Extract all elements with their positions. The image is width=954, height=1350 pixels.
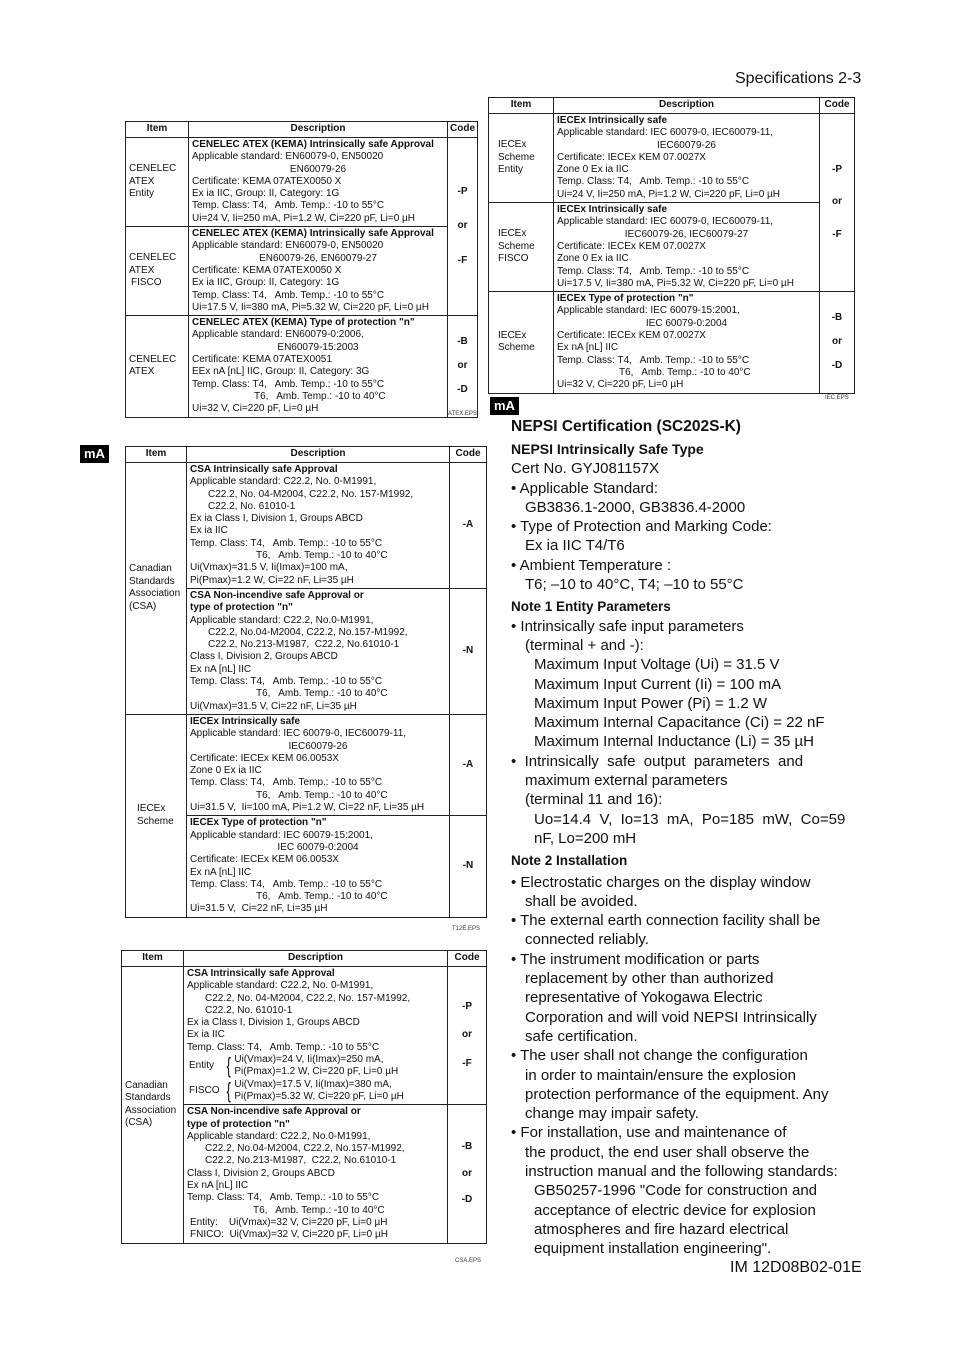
bullet-text: connected reliably. [525, 931, 649, 949]
bullet-text: shall be avoided. [525, 892, 638, 910]
description-cell: CSA Intrinsically safe Approval Applicable standard: C22.2, No. 0-M1991, C22.2, No. 04-M2004, C22.2, No. 157-M1992, C22.2, No. 61010-1 Ex ia Class I, Division 1, Groups ABCD Ex ia IIC Temp. Class: T4, Amb. Temp.: -10 to 55°C T6, Amb. Temp.: -10 to 40°C Ui(Vmax)=31.5 V, Ii(Imax)=100 mA, Pi(Pmax)=1.2 W, Ci=22 nF, Li=35 µH [187, 463, 450, 589]
bullet: • The user shall not change the configuration [511, 1047, 808, 1065]
code-cell: -P or -F [820, 114, 855, 292]
item-cell: IECEx Scheme [126, 714, 187, 917]
bullet-text: atmospheres and fire hazard electrical [534, 1220, 789, 1238]
bullet: • Intrinsically safe output parameters and [511, 752, 804, 770]
bullet-text: GB50257-1996 "Code for construction and [534, 1182, 818, 1200]
bullet: • Electrostatic charges on the display window [511, 873, 811, 891]
cert-number: Cert No. GYJ081157X [511, 460, 660, 478]
bullet-text: acceptance of electric device for explosion [534, 1201, 816, 1219]
description-cell: IECEx Intrinsically safe Applicable standard: IEC 60079-0, IEC60079-11, IEC60079-26 Certificate: IECEx KEM 06.0053X Zone 0 Ex ia IIC Temp. Class: T4, Amb. Temp.: -10 to 55°C T6, Amb. Temp.: -10 to 40°C Ui=31.5 V, Ii=100 mA, Pi=1.2 W, Ci=22 nF, Li=35 µH [187, 714, 450, 815]
code-cell: -N [450, 816, 487, 917]
bullet: • Ambient Temperature : [511, 556, 672, 574]
bullet-text: safe certification. [525, 1027, 638, 1045]
bullet-text: protection performance of the equipment. Any [525, 1085, 829, 1103]
eps-label: T12E.EPS [452, 926, 481, 932]
ma-tag: mA [490, 397, 519, 415]
param: Maximum Input Power (Pi) = 1.2 W [534, 694, 767, 712]
bullet-text: (terminal + and -): [525, 636, 644, 654]
note-2-heading: Note 2 Installation [511, 853, 628, 869]
entity-parameters: Entity { Ui(Vmax)=24 V, Ii(Imax)=250 mA, Pi(Pmax)=1.2 W, Ci=220 pF, Li=0 µH [189, 1053, 399, 1079]
csa-table-1 [125, 446, 487, 918]
code-cell: -B or -D [448, 1105, 487, 1243]
param: Maximum Internal Capacitance (Ci) = 22 nF [534, 714, 825, 732]
bullet-text: GB3836.1-2000, GB3836.4-2000 [525, 498, 746, 516]
col-code: Code [448, 951, 487, 967]
param: Maximum Input Current (Ii) = 100 mA [534, 675, 782, 693]
param: Maximum Internal Inductance (Li) = 35 µH [534, 733, 815, 751]
description-cell: CSA Intrinsically safe Approval Applicable standard: C22.2, No. 0-M1991, C22.2, No. 04-M2004, C22.2, No. 157-M1992, C22.2, No. 61010-1 Ex ia Class I, Division 1, Groups ABCD Ex ia IIC Temp. Class: T4, Amb. Temp.: -10 to 55°C Entity { Ui(Vmax)=24 V, Ii(Imax)=250 mA, Pi(Pmax)=1.2 W, Ci=220 pF, Li=0 µH FISCO { Ui(Vmax)=17.5 V, Ii(Imax)=380 mA, Pi(Pmax)=5.32 W, Ci=220 pF, Li=0 µH [184, 967, 448, 1105]
description-cell: CENELEC ATEX (KEMA) Intrinsically safe Approval Applicable standard: EN60079-0, EN50020 EN60079-26, EN60079-27 Certificate: KEMA 07ATEX0050 X Ex ia IIC, Group: II, Category: 1G Temp. Class: T4, Amb. Temp.: -10 to 55°C Ui=17.5 V, Ii=380 mA, Pi=5.32 W, Ci=220 pF, Li=0 µH [189, 227, 448, 316]
fisco-parameters: FISCO { Ui(Vmax)=17.5 V, Ii(Imax)=380 mA, Pi(Pmax)=5.32 W, Ci=220 pF, Li=0 µH [189, 1077, 404, 1103]
ma-tag: mA [80, 445, 109, 463]
bullet: • Applicable Standard: [511, 479, 659, 497]
brace-icon: { [226, 1053, 231, 1079]
csa-table-2 [121, 950, 487, 1244]
col-item: Item [126, 447, 187, 463]
code-cell: -N [450, 588, 487, 714]
nepsi-heading: NEPSI Certification (SC202S-K) [511, 418, 741, 435]
description-cell: IECEx Intrinsically safe Applicable standard: IEC 60079-0, IEC60079-11, IEC60079-26, IEC60079-27 Certificate: IECEx KEM 07.0027X Zone 0 Ex ia IIC Temp. Class: T4, Amb. Temp.: -10 to 55°C Ui=17.5 V, Ii=380 mA, Pi=5.32 W, Ci=220 pF, Li=0 µH [554, 203, 820, 292]
description-cell: CENELEC ATEX (KEMA) Intrinsically safe Approval Applicable standard: EN60079-0, EN50020 EN60079-26 Certificate: KEMA 07ATEX0050 X Ex ia IIC, Group: II, Category: 1G Temp. Class: T4, Amb. Temp.: -10 to 55°C Ui=24 V, Ii=250 mA, Pi=1.2 W, Ci=220 pF, Li=0 µH [189, 138, 448, 227]
bullet-text: change may impair safety. [525, 1105, 699, 1123]
description-cell: CENELEC ATEX (KEMA) Type of protection "n" Applicable standard: EN60079-0:2006, EN60079-15:2003 Certificate: KEMA 07ATEX0051 EEx nA [nL] IIC, Group: II, Category: 3G Temp. Class: T4, Amb. Temp.: -10 to 55°C T6, Amb. Temp.: -10 to 40°C Ui=32 V, Ci=220 pF, Li=0 µH [189, 316, 448, 417]
bullet-text: representative of Yokogawa Electric [525, 989, 763, 1007]
bullet-text: Ex ia IIC T4/T6 [525, 537, 625, 555]
description-cell: CSA Non-incendive safe Approval or type of protection "n" Applicable standard: C22.2, No.0-M1991, C22.2, No.04-M2004, C22.2, No.157-M1992, C22.2, No.213-M1987, C22.2, No.61010-1 Class I, Division 2, Groups ABCD Ex nA [nL] IIC Temp. Class: T4, Amb. Temp.: -10 to 55°C T6, Amb. Temp.: -10 to 40°C Ui(Vmax)=31.5 V, Ci=22 nF, Li=35 µH [187, 588, 450, 714]
brace-icon: { [226, 1077, 231, 1103]
item-cell: CENELEC ATEX Entity [126, 138, 189, 227]
col-code: Code [448, 122, 478, 138]
atex-table [125, 121, 478, 418]
bullet-text: T6; –10 to 40°C, T4; –10 to 55°C [525, 576, 744, 594]
item-cell: IECEx Scheme [489, 292, 554, 393]
bullet-text: replacement by other than authorized [525, 970, 774, 988]
nepsi-section [511, 416, 863, 1258]
page-title: Specifications 2-3 [735, 70, 862, 87]
bullet-text: instruction manual and the following standards: [525, 1162, 838, 1180]
description-cell: IECEx Type of protection "n" Applicable standard: IEC 60079-15:2001, IEC 60079-0:2004 Certificate: IECEx KEM 07.0027X Ex nA [nL] IIC Temp. Class: T4, Amb. Temp.: -10 to 55°C T6, Amb. Temp.: -10 to 40°C Ui=32 V, Ci=220 pF, Li=0 µH [554, 292, 820, 393]
col-item: Item [126, 122, 189, 138]
doc-number: IM 12D08B02-01E [730, 1259, 862, 1276]
param: Uo=14.4 V, Io=13 mA, Po=185 mW, Co=59 [534, 810, 846, 828]
nepsi-subheading: NEPSI Intrinsically Safe Type [511, 441, 704, 457]
item-cell: CENELEC ATEX FISCO [126, 227, 189, 316]
eps-label: CSA.EPS [455, 1258, 482, 1264]
item-cell: CENELEC ATEX [126, 316, 189, 417]
col-item: Item [122, 951, 184, 967]
bullet-text: maximum external parameters [525, 772, 728, 790]
item-cell: IECEx Scheme Entity [489, 114, 554, 203]
code-cell: -A [450, 714, 487, 815]
bullet: • The external earth connection facility shall be [511, 912, 821, 930]
bullet: • Type of Protection and Marking Code: [511, 518, 772, 536]
bullet-text: equipment installation engineering". [534, 1240, 772, 1258]
item-cell: Canadian Standards Association (CSA) [126, 463, 187, 715]
eps-label: ATEX.EPS [448, 411, 477, 417]
col-code: Code [820, 98, 855, 114]
bullet: • For installation, use and maintenance of [511, 1124, 787, 1142]
iec-table [488, 97, 855, 394]
col-description: Description [184, 951, 448, 967]
bullet-text: the product, the end user shall observe the [525, 1143, 810, 1161]
code-cell: -P or -F [448, 967, 487, 1105]
code-cell: -B or -D [448, 316, 478, 417]
bullet: • The instrument modification or parts [511, 950, 760, 968]
col-description: Description [554, 98, 820, 114]
col-code: Code [450, 447, 487, 463]
bullet-text: (terminal 11 and 16): [525, 791, 663, 809]
code-cell: -B or -D [820, 292, 855, 393]
eps-label: IEC.EPS [825, 395, 849, 401]
col-item: Item [489, 98, 554, 114]
code-cell: -P or -F [448, 138, 478, 316]
col-description: Description [189, 122, 448, 138]
description-cell: IECEx Type of protection "n" Applicable standard: IEC 60079-15:2001, IEC 60079-0:2004 Certificate: IECEx KEM 06.0053X Ex nA [nL] IIC Temp. Class: T4, Amb. Temp.: -10 to 55°C T6, Amb. Temp.: -10 to 40°C Ui=31.5 V, Ci=22 nF, Li=35 µH [187, 816, 450, 917]
code-cell: -A [450, 463, 487, 589]
note-1-heading: Note 1 Entity Parameters [511, 599, 671, 615]
item-cell: Canadian Standards Association (CSA) [122, 967, 184, 1244]
bullet: • Intrinsically safe input parameters [511, 617, 744, 635]
param: nF, Lo=200 mH [534, 829, 637, 847]
description-cell: CSA Non-incendive safe Approval or type of protection "n" Applicable standard: C22.2, No.0-M1991, C22.2, No.04-M2004, C22.2, No.157-M1992, C22.2, No.213-M1987, C22.2, No.61010-1 Class I, Division 2, Groups ABCD Ex nA [nL] IIC Temp. Class: T4, Amb. Temp.: -10 to 55°C T6, Amb. Temp.: -10 to 40°C Entity: Ui(Vmax)=32 V, Ci=220 pF, Li=0 µH FNICO: Ui(Vmax)=32 V, Ci=220 pF, Li=0 µH [184, 1105, 448, 1243]
col-description: Description [187, 447, 450, 463]
description-cell: IECEx Intrinsically safe Applicable standard: IEC 60079-0, IEC60079-11, IEC60079-26 Certificate: IECEx KEM 07.0027X Zone 0 Ex ia IIC Temp. Class: T4, Amb. Temp.: -10 to 55°C Ui=24 V, Ii=250 mA, Pi=1.2 W, Ci=220 pF, Li=0 µH [554, 114, 820, 203]
item-cell: IECEx Scheme FISCO [489, 203, 554, 292]
bullet-text: Corporation and will void NEPSI Intrinsically [525, 1008, 817, 1026]
param: Maximum Input Voltage (Ui) = 31.5 V [534, 656, 780, 674]
bullet-text: in order to maintain/ensure the explosion [525, 1066, 796, 1084]
